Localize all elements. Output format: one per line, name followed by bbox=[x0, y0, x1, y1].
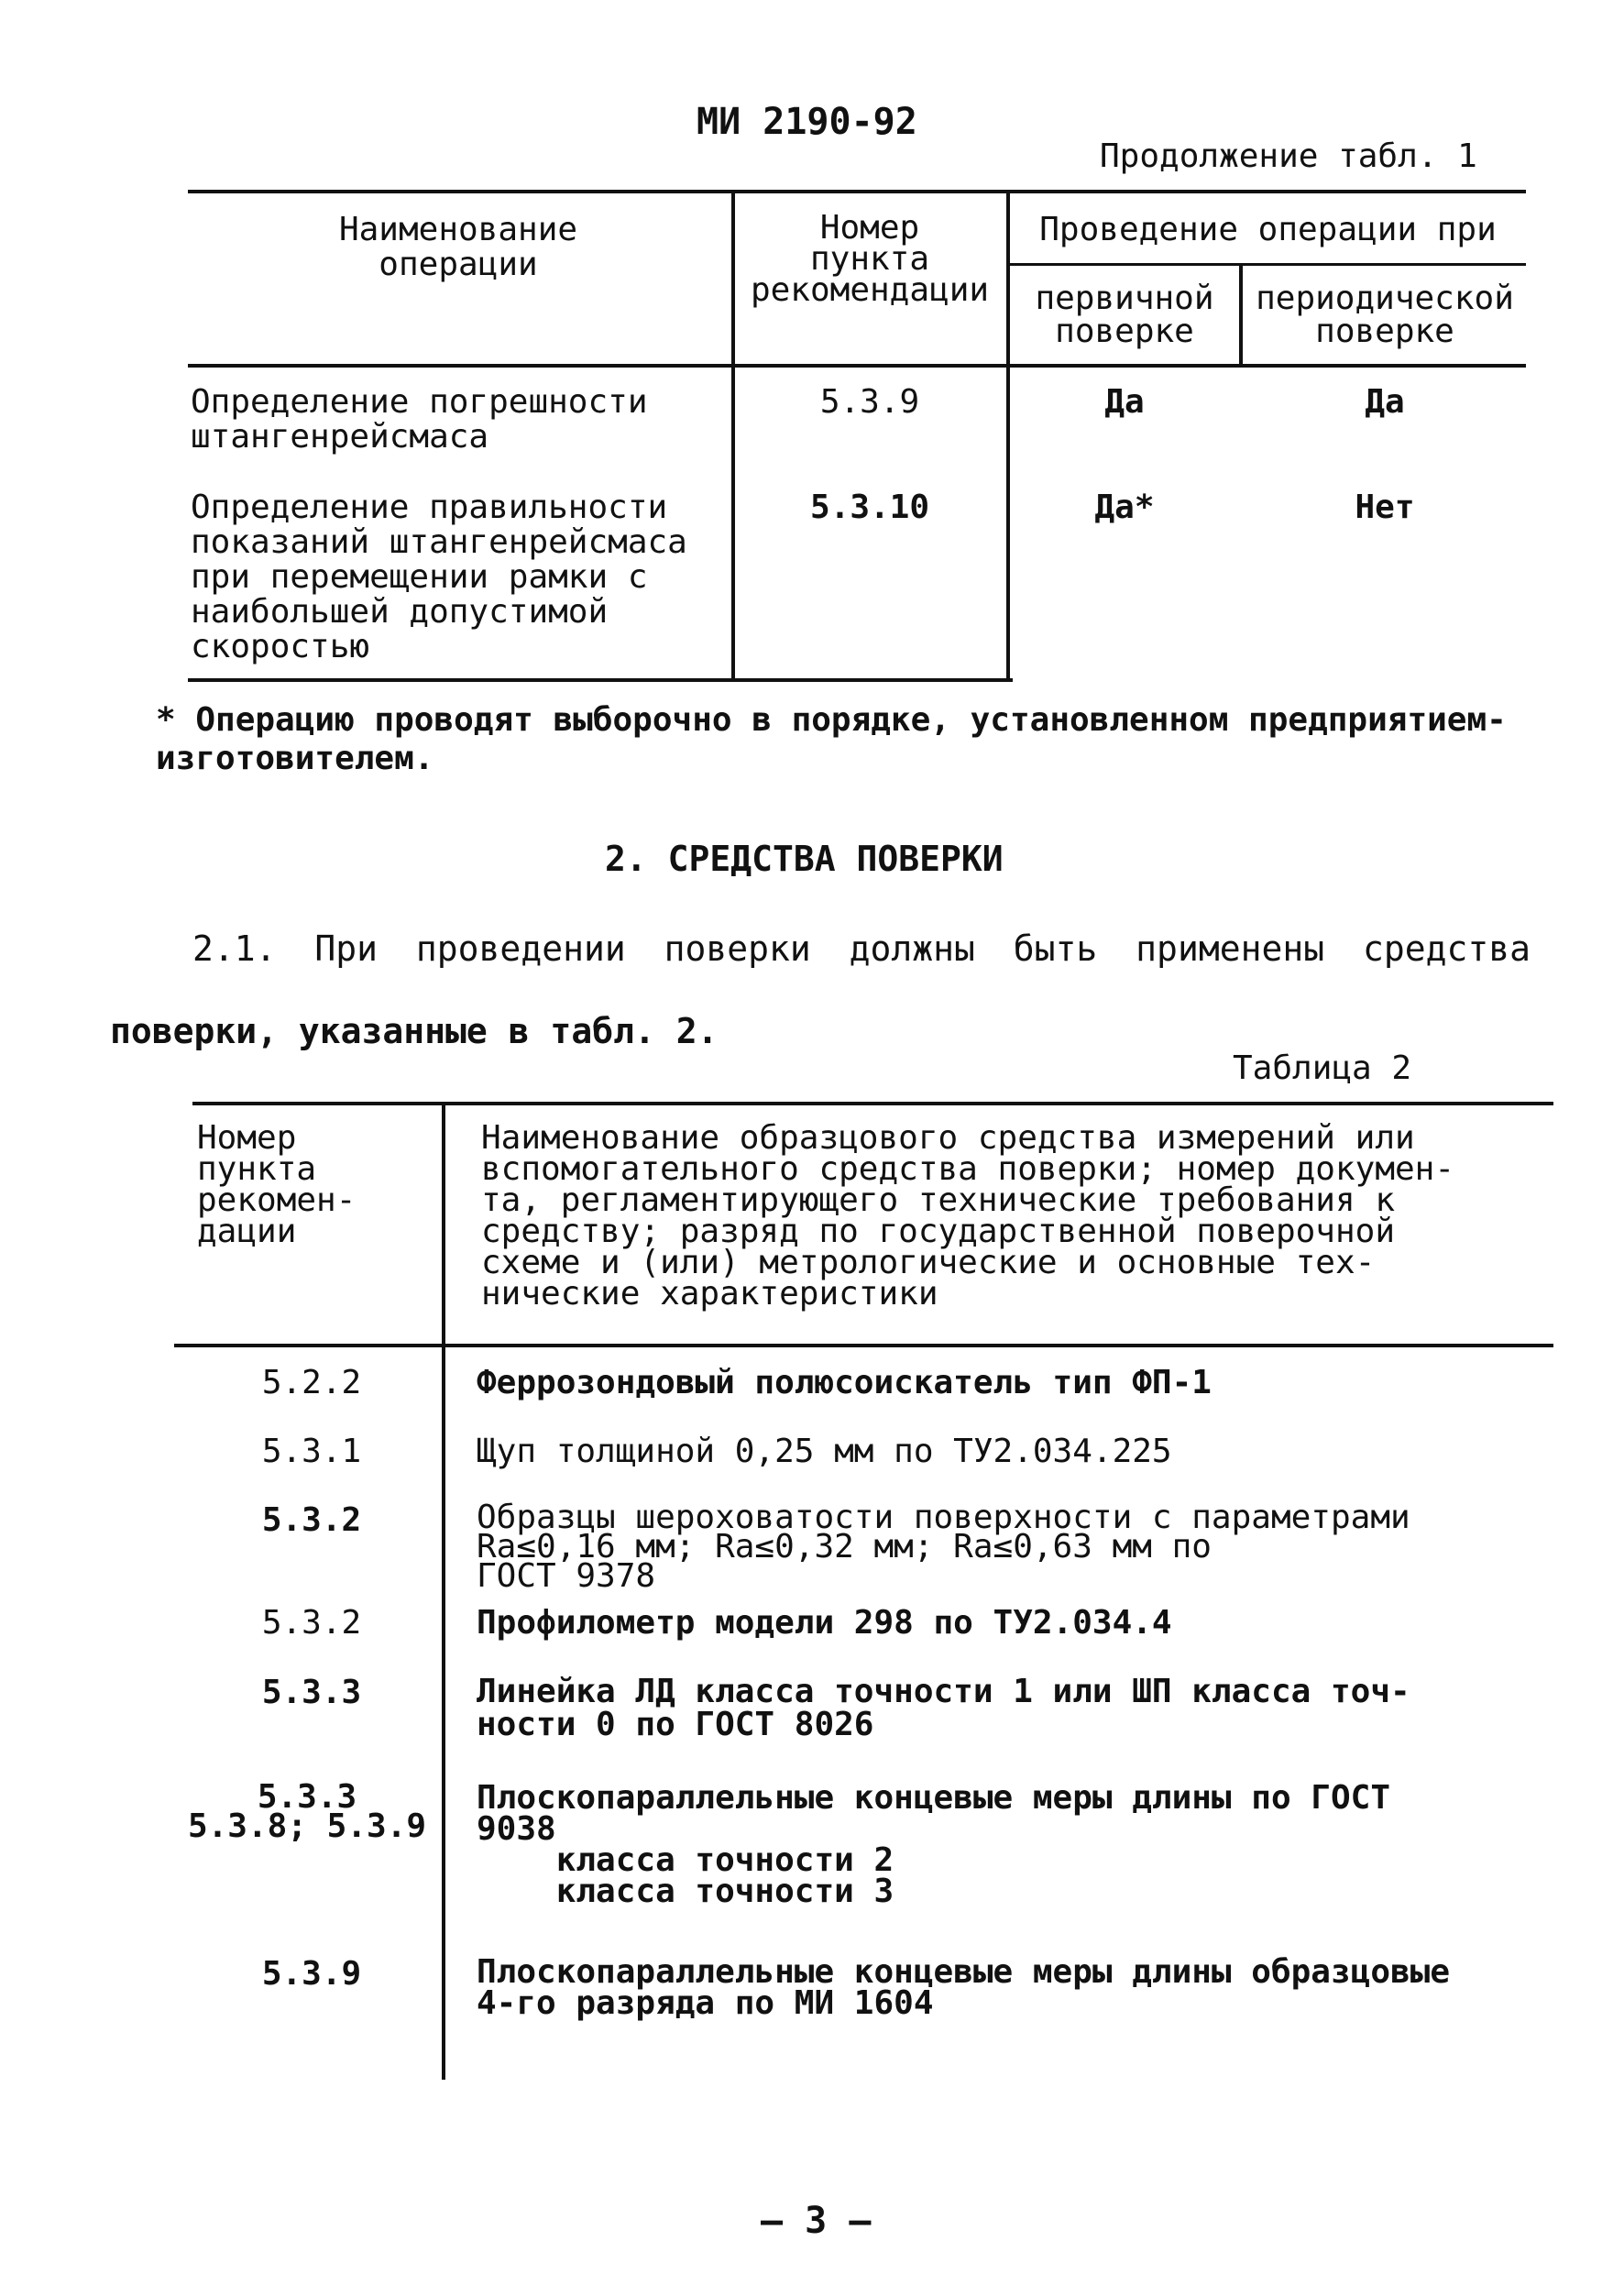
table2-vline bbox=[442, 1104, 445, 2080]
table1-header-periodic: периодической поверке bbox=[1256, 280, 1514, 350]
table2-row-item: 5.3.2 bbox=[261, 1501, 362, 1539]
table1-row-primary: Да* bbox=[1094, 489, 1155, 526]
footnote: * Операцию проводят выборочно в порядке, установленном предприятием-изготовителем. bbox=[156, 701, 1507, 777]
table2-row-item: 5.2.2 bbox=[261, 1364, 362, 1401]
table1-row-operation: Определение погрешности штангенрейсмаса bbox=[191, 383, 648, 456]
table-continuation-label: Продолжение табл. 1 bbox=[1100, 137, 1477, 175]
table2-header-item-number: Номер пункта рекомен- дации bbox=[197, 1119, 357, 1250]
table2-row-item: 5.3.1 bbox=[261, 1433, 362, 1470]
table1-row-periodic: Да bbox=[1365, 383, 1405, 421]
table2-row-description: Образцы шероховатости поверхности с параметрами Ra≤0,16 мм; Ra≤0,32 мм; Ra≤0,63 мм по ГОСТ 9378 bbox=[477, 1499, 1410, 1595]
table1-header-performed: Проведение операции при bbox=[1039, 211, 1497, 248]
table2-row-description: Плоскопараллельные концевые меры длины образцовые 4-го разряда по МИ 1604 bbox=[477, 1953, 1451, 2022]
table2-top-rule bbox=[192, 1102, 1553, 1105]
document-code: МИ 2190-92 bbox=[697, 101, 917, 143]
table1-header-primary: первичной поверке bbox=[1035, 280, 1214, 350]
table1-row-primary: Да bbox=[1104, 383, 1145, 421]
table1-header-operation: Наименование операции bbox=[338, 211, 578, 283]
section-title: 2. СРЕДСТВА ПОВЕРКИ bbox=[605, 839, 1004, 879]
paragraph bbox=[110, 907, 1531, 1072]
table2-row-description: Щуп толщиной 0,25 мм по ТУ2.034.225 bbox=[477, 1433, 1172, 1470]
table1-top-rule bbox=[188, 190, 1526, 193]
table1-row-item: 5.3.9 bbox=[819, 383, 920, 421]
table2-header-rule bbox=[174, 1344, 1553, 1347]
table2-row-item: 5.3.3 5.3.8; 5.3.9 bbox=[187, 1778, 427, 1845]
paragraph-line-1: 2.1. При проведении поверки должны быть применены средства bbox=[192, 928, 1531, 969]
table1-bottom-rule bbox=[188, 678, 1013, 682]
table2-title: Таблица 2 bbox=[1233, 1049, 1412, 1087]
table1-row-operation: Определение правильности показаний штангенрейсмаса при перемещении рамки с наибольшей допустимой скоростью bbox=[191, 489, 687, 665]
table2-row-item: 5.3.3 bbox=[261, 1674, 362, 1711]
table1-header-rule bbox=[188, 364, 1526, 368]
paragraph-line-2: поверки, указанные в табл. 2. bbox=[110, 1011, 719, 1051]
table1-row-periodic: Нет bbox=[1355, 489, 1415, 526]
table1-row-item: 5.3.10 bbox=[809, 489, 930, 526]
table2-header-description: Наименование образцового средства измерений или вспомогательного средства поверки; номер докумен- та, регламентирующего технические требования к средству; разряд по государственной поверочной схеме и (или) метрологические и основные тех- нические характеристики bbox=[481, 1119, 1455, 1313]
table1-subheader-rule bbox=[1008, 263, 1526, 266]
table2-row-description: Линейка ЛД класса точности 1 или ШП класса точ- ности 0 по ГОСТ 8026 bbox=[477, 1673, 1410, 1743]
table2-row-item: 5.3.9 bbox=[261, 1955, 362, 1993]
table2-row-description: Плоскопараллельные концевые меры длины по ГОСТ 9038 класса точности 2 класса точности 3 bbox=[477, 1779, 1390, 1910]
page-number: — 3 — bbox=[761, 2200, 872, 2242]
table2-row-item: 5.3.2 bbox=[261, 1604, 362, 1642]
table1-vline-2 bbox=[1006, 190, 1010, 680]
table1-header-item-number: Номер пункта рекомендации bbox=[750, 209, 990, 309]
table2-row-description: Феррозондовый полюсоискатель тип ФП-1 bbox=[477, 1364, 1212, 1401]
table2-row-description: Профилометр модели 298 по ТУ2.034.4 bbox=[477, 1604, 1172, 1642]
